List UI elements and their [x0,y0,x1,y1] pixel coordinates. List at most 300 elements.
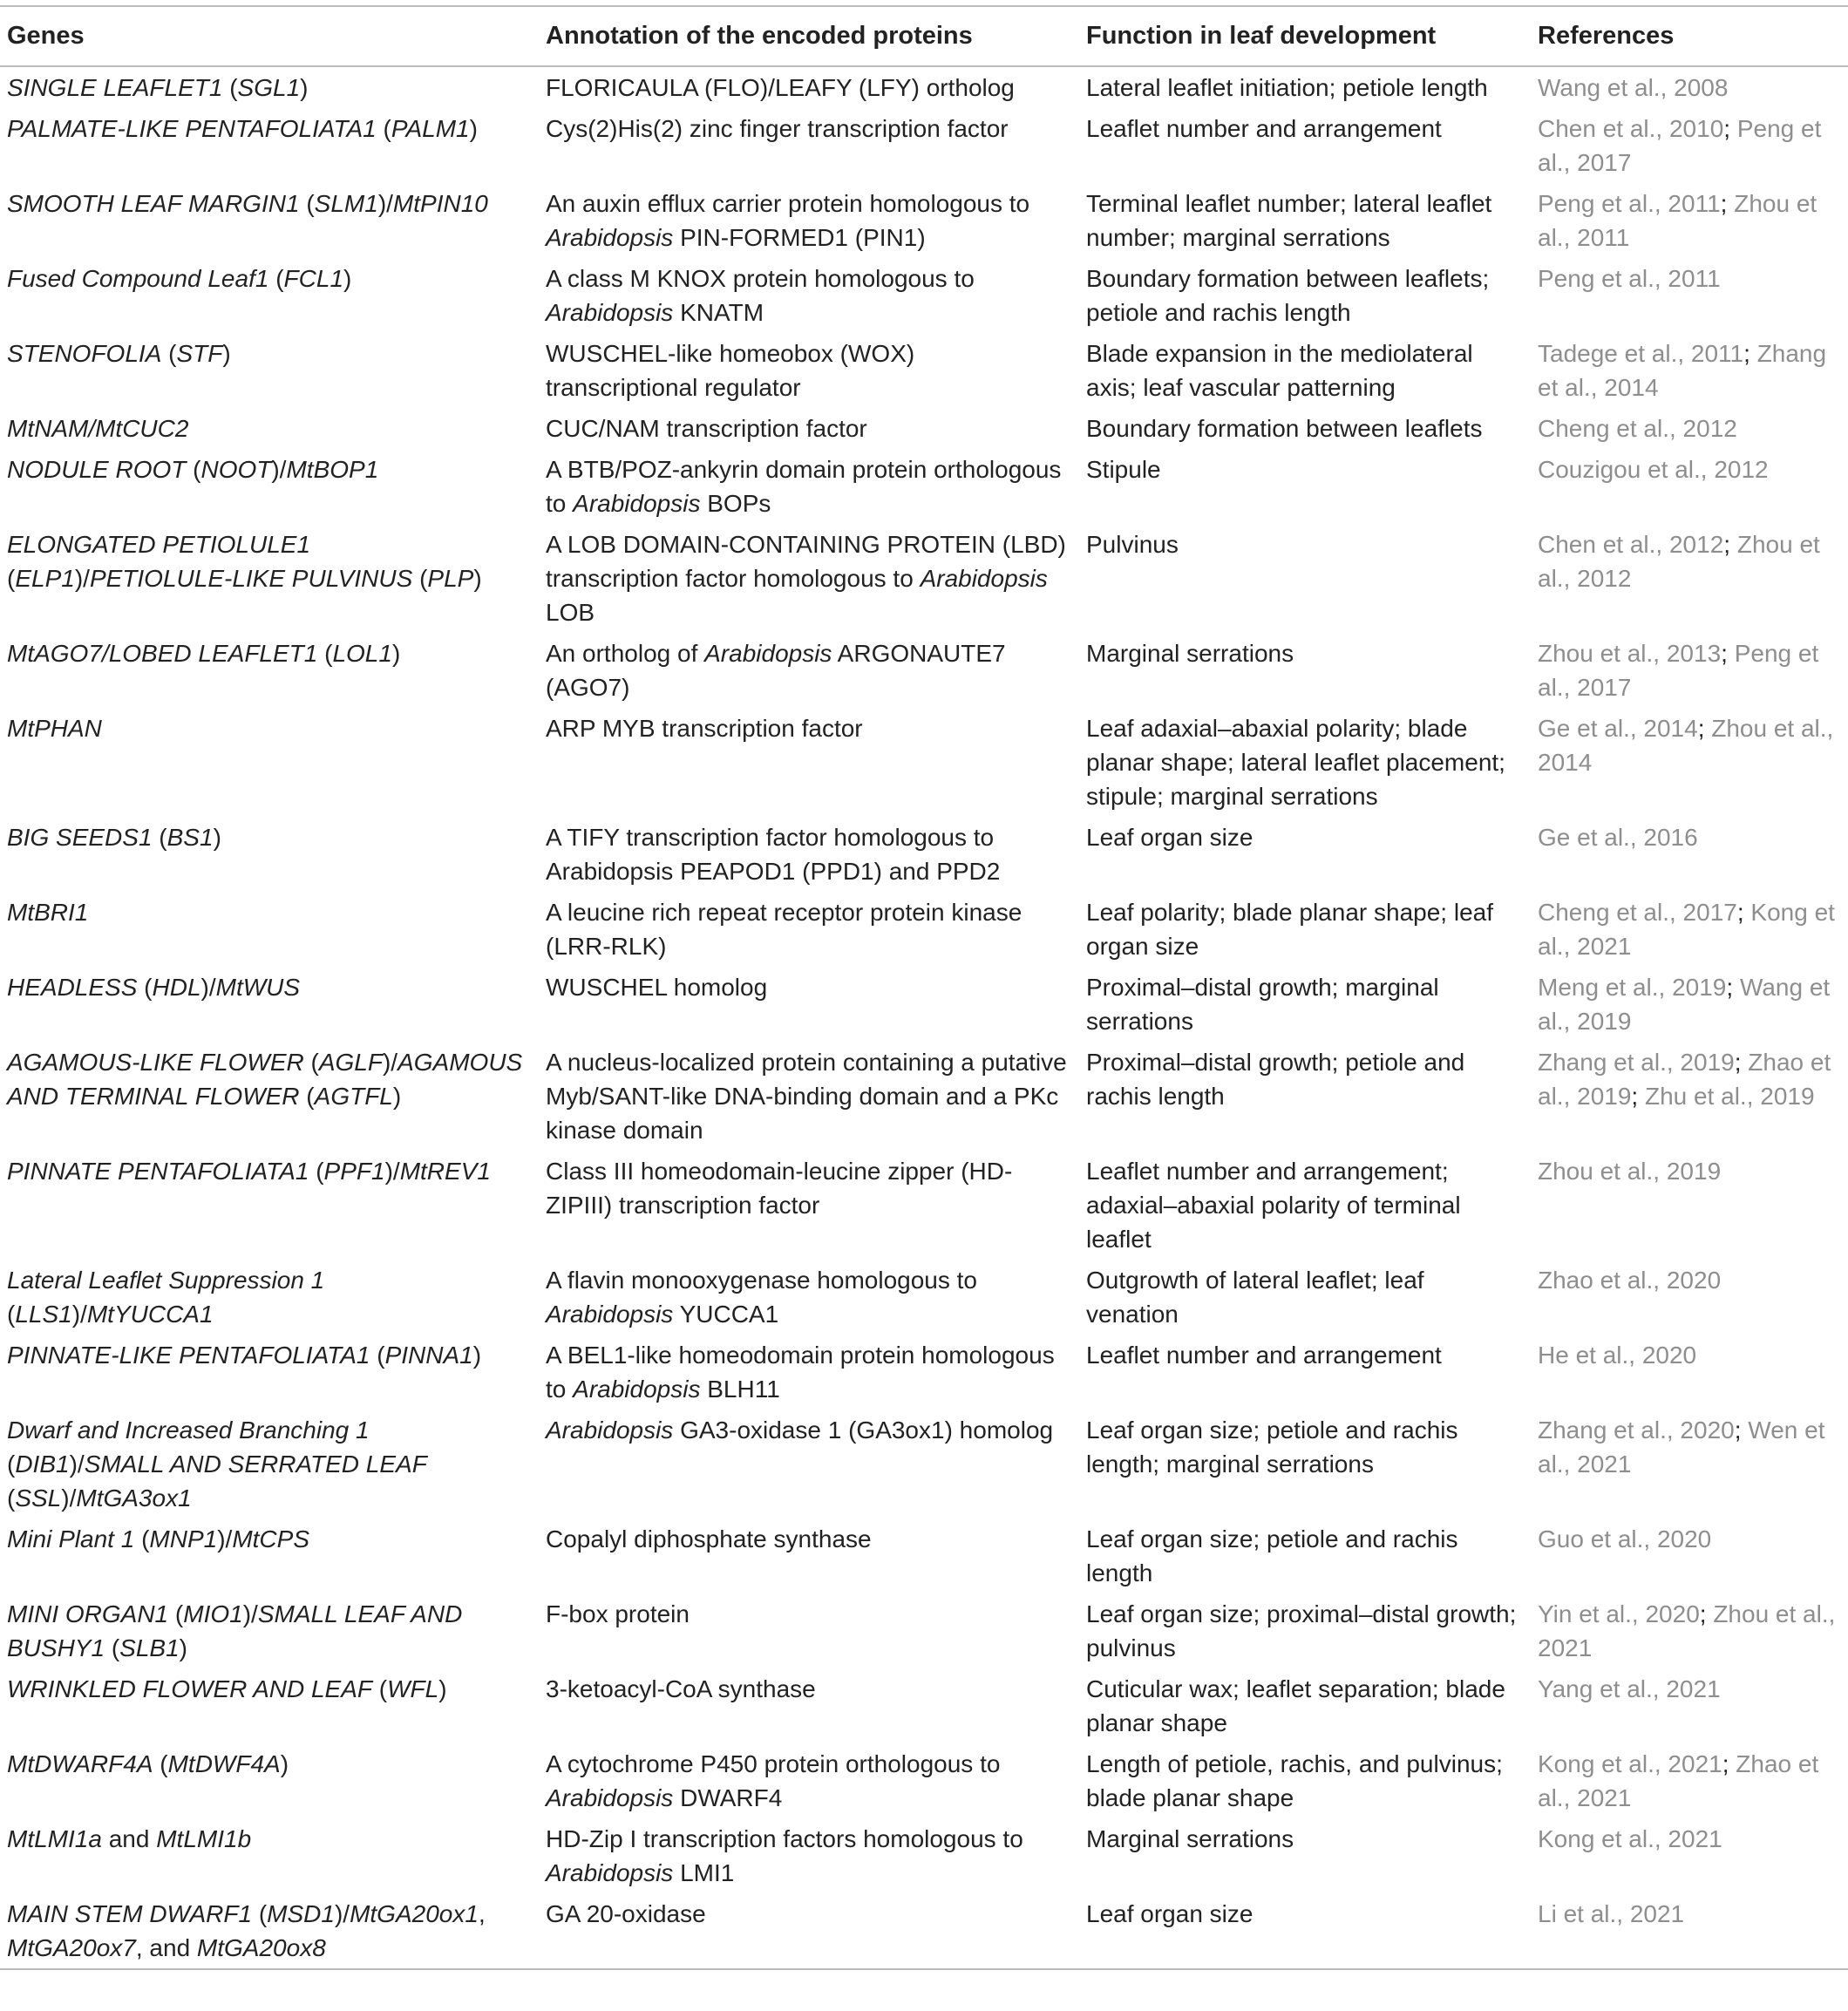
gene-segment: ) [179,1634,187,1661]
annotation-segment: Arabidopsis [920,565,1048,592]
annotation-segment: FLORICAULA (FLO)/LEAFY (LFY) ortholog [546,74,1015,101]
function-cell: Marginal serrations [1086,640,1294,667]
gene-cell [0,1893,539,1969]
annotation-cell [539,449,1079,524]
gene-segment: SMALL AND SERRATED LEAF [84,1451,427,1478]
gene-segment: ) [343,265,352,292]
gene-segment: MtBRI1 [7,899,89,926]
table-row [0,258,1848,333]
gene-segment: MtGA3ox1 [76,1484,192,1512]
table-row [0,108,1848,183]
annotation-segment: F-box protein [546,1600,690,1627]
reference-link[interactable]: Zhao et al., 2020 [1538,1267,1722,1294]
gene-segment: NODULE ROOT [7,456,187,483]
gene-segment: MtYUCCA1 [86,1301,214,1328]
annotation-segment: HD-Zip I transcription factors homologous to [546,1825,1023,1852]
gene-segment: , and [135,1934,197,1961]
gene-cell [0,1410,539,1518]
gene-segment: ( [137,974,153,1001]
annotation-cell [539,1743,1079,1818]
table-row [0,1818,1848,1893]
gene-cell [0,817,539,892]
function-cell: Boundary formation between leaflets [1086,415,1483,442]
gene-segment: ( [222,74,238,101]
references-cell [1531,66,1848,108]
gene-segment: ( [7,565,16,592]
gene-segment: ) [392,1083,402,1110]
reference-link[interactable]: Wen et al., 2021 [1538,1417,1825,1478]
gene-segment: AGLF [318,1049,383,1076]
table-row [0,892,1848,967]
references-cell [1531,1818,1848,1893]
annotation-segment: A leucine rich repeat receptor protein kinase (LRR-RLK) [546,899,1023,960]
references-cell [1531,817,1848,892]
reference-link[interactable]: Zhu et al., 2019 [1644,1083,1815,1110]
gene-segment: ( [7,1484,16,1512]
gene-segment: MtDWF4A [167,1750,281,1777]
annotation-segment: ARP MYB transcription factor [546,715,863,742]
reference-link[interactable]: Yin et al., 2020 [1538,1600,1700,1627]
annotation-segment: A flavin monooxygenase homologous to [546,1267,977,1294]
gene-segment: PLP [427,565,474,592]
annotation-segment: An auxin efflux carrier protein homologous to [546,190,1030,217]
annotation-segment: ARGONAUTE7 (AGO7) [546,640,1006,701]
references-cell [1531,408,1848,449]
annotation-cell [539,1410,1079,1518]
reference-link[interactable]: Zhou et al., 2014 [1538,715,1834,776]
references-cell [1531,1151,1848,1260]
function-cell: Lateral leaflet initiation; petiole length [1086,74,1488,101]
table-row [0,183,1848,258]
references-cell [1531,1893,1848,1969]
annotation-cell [539,1335,1079,1410]
annotation-cell [539,633,1079,708]
reference-link[interactable]: Zhang et al., 2019 [1538,1049,1735,1076]
annotation-segment: LMI1 [673,1859,735,1886]
annotation-cell [539,1260,1079,1335]
gene-segment: HEADLESS [7,974,138,1001]
gene-segment: )/ [271,456,287,483]
gene-segment: SLM1 [314,190,378,217]
annotation-cell [539,708,1079,817]
gene-segment: Lateral Leaflet Suppression 1 [7,1267,325,1294]
annotation-segment: YUCCA1 [673,1301,779,1328]
gene-segment: SINGLE LEAFLET1 [7,74,223,101]
function-cell: Pulvinus [1086,531,1179,558]
annotation-segment: GA3-oxidase 1 (GA3ox1) homolog [673,1417,1054,1444]
gene-cell [0,633,539,708]
annotation-segment: WUSCHEL homolog [546,974,768,1001]
annotation-segment: Arabidopsis [704,640,832,667]
gene-segment: PALMATE-LIKE PENTAFOLIATA1 [7,115,377,142]
reference-link[interactable]: Zhao et al., 2021 [1538,1750,1819,1811]
reference-link[interactable]: Cheng et al., 2012 [1538,415,1737,442]
reference-separator: ; [1631,1083,1645,1110]
reference-separator: ; [1726,974,1740,1001]
table-row [0,1151,1848,1260]
gene-cell [0,449,539,524]
gene-segment: HDL [152,974,201,1001]
annotation-cell [539,1893,1079,1969]
table-row [0,1893,1848,1969]
gene-segment: ) [222,340,231,367]
gene-segment: ( [376,115,391,142]
gene-cell [0,1818,539,1893]
annotation-cell [539,967,1079,1042]
annotation-segment: 3-ketoacyl-CoA synthase [546,1675,816,1702]
table-row [0,333,1848,408]
reference-link[interactable]: Ge et al., 2016 [1538,824,1698,851]
table-row [0,817,1848,892]
gene-segment: )/ [217,1525,233,1552]
function-cell: Outgrowth of lateral leaflet; leaf venation [1086,1267,1424,1328]
table-header [0,6,1848,66]
reference-link[interactable]: Wang et al., 2019 [1538,974,1831,1035]
annotation-segment: A cytochrome P450 protein orthologous to [546,1750,1001,1777]
gene-segment: Fused Compound Leaf1 [7,265,269,292]
gene-segment: )/ [382,1049,398,1076]
table-row [0,1042,1848,1151]
annotation-segment: WUSCHEL-like homeobox (WOX) transcriptional regulator [546,340,915,401]
gene-segment: MtBOP1 [286,456,379,483]
annotation-cell [539,183,1079,258]
gene-segment: AGAMOUS AND TERMINAL FLOWER [7,1049,523,1110]
gene-cell [0,1335,539,1410]
gene-segment: ) [391,640,401,667]
annotation-segment: CUC/NAM transcription factor [546,415,867,442]
gene-segment: MSD1 [267,1900,335,1927]
annotation-segment: Arabidopsis [546,299,674,326]
header-annotation: Annotation of the encoded proteins [546,22,973,50]
references-cell [1531,1260,1848,1335]
gene-segment: ( [309,1158,324,1185]
gene-segment: MNP1 [149,1525,218,1552]
gene-segment: BIG SEEDS1 [7,824,153,851]
gene-segment: MtCPS [232,1525,309,1552]
table-row [0,708,1848,817]
gene-segment: PINNA1 [384,1342,473,1369]
gene-cell [0,183,539,258]
table-row [0,524,1848,633]
references-cell [1531,1518,1848,1593]
gene-segment: PETIOLULE-LIKE PULVINUS [89,565,413,592]
reference-link[interactable]: Zhao et al., 2019 [1538,1049,1831,1110]
reference-link[interactable]: Zhou et al., 2013 [1538,640,1722,667]
reference-link[interactable]: Zhang et al., 2020 [1538,1417,1735,1444]
gene-segment: ( [153,1750,168,1777]
references-cell [1531,108,1848,183]
annotation-segment: Class III homeodomain-leucine zipper (HD-ZIPIII) transcription factor [546,1158,1013,1219]
gene-cell [0,1042,539,1151]
header-genes: Genes [7,22,85,50]
reference-link[interactable]: Zhou et al., 2012 [1538,531,1820,592]
table-row [0,1518,1848,1593]
reference-link[interactable]: Cheng et al., 2017 [1538,899,1737,926]
function-cell: Marginal serrations [1086,1825,1294,1852]
gene-segment: ( [105,1634,120,1661]
header-row [0,6,1848,66]
gene-segment: PINNATE-LIKE PENTAFOLIATA1 [7,1342,370,1369]
gene-segment: WRINKLED FLOWER AND LEAF [7,1675,373,1702]
gene-segment: NOOT [200,456,272,483]
annotation-segment: LOB [546,599,595,626]
annotation-cell [539,333,1079,408]
function-cell: Leaf adaxial–abaxial polarity; blade planar shape; lateral leaflet placement; stipule; marginal serrations [1086,715,1505,810]
reference-separator: ; [1697,715,1712,742]
gene-cell [0,258,539,333]
gene-segment: ( [252,1900,268,1927]
table-row [0,1410,1848,1518]
gene-segment: MtREV1 [399,1158,491,1185]
gene-segment: MtLMI1b [156,1825,252,1852]
annotation-cell [539,1042,1079,1151]
reference-separator: ; [1720,190,1735,217]
reference-link[interactable]: Li et al., 2021 [1538,1900,1685,1927]
gene-segment: , [478,1900,486,1927]
table-row [0,1260,1848,1335]
annotation-segment: Cys(2)His(2) zinc finger transcription factor [546,115,1009,142]
gene-segment: ( [7,1451,16,1478]
gene-segment: ) [438,1675,447,1702]
gene-segment: ) [469,115,478,142]
reference-separator: ; [1736,899,1751,926]
function-cell: Leaf organ size [1086,1900,1254,1927]
references-cell [1531,1410,1848,1518]
gene-segment: )/ [377,190,393,217]
gene-segment: )/ [200,974,216,1001]
annotation-segment: A TIFY transcription factor homologous to Arabidopsis PEAPOD1 (PPD1) and PPD2 [546,824,1001,885]
annotation-segment: An ortholog of [546,640,705,667]
gene-segment: ) [300,74,309,101]
function-cell: Leaf organ size; petiole and rachis length [1086,1525,1458,1586]
function-cell: Leaf organ size [1086,824,1254,851]
annotation-cell [539,408,1079,449]
annotation-cell [539,108,1079,183]
gene-segment: PINNATE PENTAFOLIATA1 [7,1158,309,1185]
references-cell [1531,708,1848,817]
reference-link[interactable]: Meng et al., 2019 [1538,974,1727,1001]
reference-link[interactable]: Wang et al., 2008 [1538,74,1729,101]
reference-separator: ; [1743,340,1757,367]
annotation-segment: Arabidopsis [546,1417,674,1444]
gene-segment: )/ [334,1900,350,1927]
gene-segment: DIB1 [15,1451,70,1478]
gene-segment: )/ [71,1301,87,1328]
gene-segment: ( [134,1525,150,1552]
function-cell: Blade expansion in the mediolateral axis; leaf vascular patterning [1086,340,1473,401]
function-cell: Leaf polarity; blade planar shape; leaf organ size [1086,899,1493,960]
gene-segment: ( [317,640,333,667]
reference-link[interactable]: Chen et al., 2010 [1538,115,1724,142]
annotation-segment: A LOB DOMAIN-CONTAINING PROTEIN (LBD) transcription factor homologous to [546,531,1066,592]
annotation-cell [539,258,1079,333]
gene-segment: MINI ORGAN1 [7,1600,169,1627]
references-cell [1531,1593,1848,1668]
function-cell: Leaflet number and arrangement; adaxial–abaxial polarity of terminal leaflet [1086,1158,1461,1253]
reference-separator: ; [1723,115,1737,142]
annotation-segment: Arabidopsis [546,1784,674,1811]
gene-segment: MtGA20ox7 [7,1934,136,1961]
annotation-segment: PIN-FORMED1 (PIN1) [673,224,926,251]
gene-segment: SMOOTH LEAF MARGIN1 [7,190,300,217]
reference-link[interactable]: Kong et al., 2021 [1538,1825,1722,1852]
reference-link[interactable]: Tadege et al., 2011 [1538,340,1744,367]
gene-cell [0,708,539,817]
reference-separator: ; [1721,640,1735,667]
annotation-segment: Arabidopsis [546,1859,674,1886]
reference-link[interactable]: Kong et al., 2021 [1538,1750,1722,1777]
gene-segment: ) [472,1342,482,1369]
references-cell [1531,183,1848,258]
gene-segment: STF [176,340,223,367]
annotation-segment: BOPs [700,490,771,517]
gene-cell [0,1518,539,1593]
annotation-segment: KNATM [673,299,764,326]
annotation-cell [539,892,1079,967]
gene-cell [0,524,539,633]
gene-segment: LOL1 [332,640,392,667]
reference-link[interactable]: Zhou et al., 2011 [1538,190,1817,251]
gene-segment: MtDWARF4A [7,1750,153,1777]
annotation-segment: Copalyl diphosphate synthase [546,1525,872,1552]
gene-segment: )/ [74,565,90,592]
reference-separator: ; [1734,1417,1749,1444]
annotation-segment: DWARF4 [673,1784,783,1811]
gene-segment: ( [303,1049,319,1076]
annotation-segment: Arabidopsis [546,224,674,251]
annotation-cell [539,1668,1079,1743]
references-cell [1531,524,1848,633]
gene-segment: MtGA20ox1 [350,1900,479,1927]
reference-link[interactable]: Peng et al., 2011 [1538,190,1721,217]
annotation-segment: A BTB/POZ-ankyrin domain protein orthologous to [546,456,1062,517]
gene-segment: )/ [69,1451,85,1478]
gene-segment: )/ [242,1600,258,1627]
gene-cell [0,892,539,967]
gene-segment: ( [299,1083,315,1110]
gene-segment: SMALL LEAF AND BUSHY1 [7,1600,463,1661]
function-cell: Terminal leaflet number; lateral leaflet number; marginal serrations [1086,190,1492,251]
annotation-segment: Arabidopsis [573,1376,701,1403]
function-cell: Cuticular wax; leaflet separation; blade planar shape [1086,1675,1505,1736]
gene-segment: STENOFOLIA [7,340,162,367]
table-row [0,633,1848,708]
gene-segment: ) [280,1750,289,1777]
annotation-cell [539,817,1079,892]
function-cell: Leaf organ size; proximal–distal growth; pulvinus [1086,1600,1517,1661]
reference-link[interactable]: Peng et al., 2011 [1538,265,1721,292]
function-cell: Leaflet number and arrangement [1086,1342,1442,1369]
reference-link[interactable]: Peng et al., 2017 [1538,640,1819,701]
reference-separator: ; [1722,1750,1736,1777]
annotation-segment: A class M KNOX protein homologous to [546,265,975,292]
gene-segment: AGAMOUS-LIKE FLOWER [7,1049,304,1076]
gene-cell [0,967,539,1042]
reference-link[interactable]: He et al., 2020 [1538,1342,1697,1369]
references-cell [1531,1042,1848,1151]
gene-segment: ( [412,565,428,592]
gene-segment: MtPIN10 [392,190,488,217]
references-cell [1531,449,1848,524]
gene-segment: Dwarf and Increased Branching 1 [7,1417,370,1444]
gene-table [0,5,1848,1970]
annotation-cell [539,66,1079,108]
gene-segment: )/ [61,1484,77,1512]
function-cell: Length of petiole, rachis, and pulvinus; blade planar shape [1086,1750,1503,1811]
gene-segment: AGTFL [314,1083,393,1110]
gene-segment: ELONGATED PETIOLULE1 [7,531,311,558]
gene-segment: ) [213,824,221,851]
gene-segment: Mini Plant 1 [7,1525,135,1552]
gene-segment: PALM1 [391,115,470,142]
gene-segment: WFL [387,1675,439,1702]
gene-segment: BS1 [166,824,214,851]
reference-separator: ; [1699,1600,1714,1627]
gene-segment: ( [370,1342,385,1369]
references-cell [1531,258,1848,333]
reference-link[interactable]: Peng et al., 2017 [1538,115,1822,176]
table-row [0,1668,1848,1743]
gene-cell [0,66,539,108]
reference-link[interactable]: Yang et al., 2021 [1538,1675,1721,1702]
gene-segment: ( [168,1600,184,1627]
gene-segment: MtPHAN [7,715,102,742]
gene-segment: MtGA20ox8 [196,1934,326,1961]
gene-segment: LLS1 [15,1301,72,1328]
annotation-cell [539,1818,1079,1893]
reference-link[interactable]: Guo et al., 2020 [1538,1525,1712,1552]
table-row [0,1743,1848,1818]
gene-segment: )/ [384,1158,400,1185]
gene-cell [0,108,539,183]
header-references: References [1538,22,1675,50]
references-cell [1531,1743,1848,1818]
annotation-cell [539,1151,1079,1260]
annotation-segment: GA 20-oxidase [546,1900,706,1927]
gene-segment: PPF1 [323,1158,385,1185]
gene-cell [0,1260,539,1335]
reference-link[interactable]: Couzigou et al., 2012 [1538,456,1769,483]
function-cell: Boundary formation between leaflets; petiole and rachis length [1086,265,1490,326]
reference-link[interactable]: Zhang et al., 2014 [1538,340,1827,401]
gene-segment: SSL [15,1484,62,1512]
annotation-cell [539,524,1079,633]
gene-segment: MtNAM/MtCUC2 [7,415,189,442]
references-cell [1531,633,1848,708]
references-cell [1531,333,1848,408]
gene-cell [0,333,539,408]
gene-cell [0,1743,539,1818]
annotation-cell [539,1518,1079,1593]
annotation-segment: Arabidopsis [573,490,701,517]
gene-cell [0,1593,539,1668]
function-cell: Proximal–distal growth; marginal serrations [1086,974,1439,1035]
function-cell: Stipule [1086,456,1161,483]
gene-segment: MIO1 [183,1600,243,1627]
gene-segment: ( [372,1675,388,1702]
gene-segment: MAIN STEM DWARF1 [7,1900,253,1927]
reference-link[interactable]: Zhou et al., 2019 [1538,1158,1722,1185]
reference-link[interactable]: Kong et al., 2021 [1538,899,1835,960]
gene-segment: and [101,1825,157,1852]
annotation-cell [539,1593,1079,1668]
reference-link[interactable]: Zhou et al., 2021 [1538,1600,1836,1661]
reference-link[interactable]: Chen et al., 2012 [1538,531,1724,558]
function-cell: Proximal–distal growth; petiole and rachis length [1086,1049,1465,1110]
gene-segment: ( [186,456,201,483]
reference-link[interactable]: Ge et al., 2014 [1538,715,1698,742]
gene-segment: MtAGO7/LOBED LEAFLET1 [7,640,318,667]
